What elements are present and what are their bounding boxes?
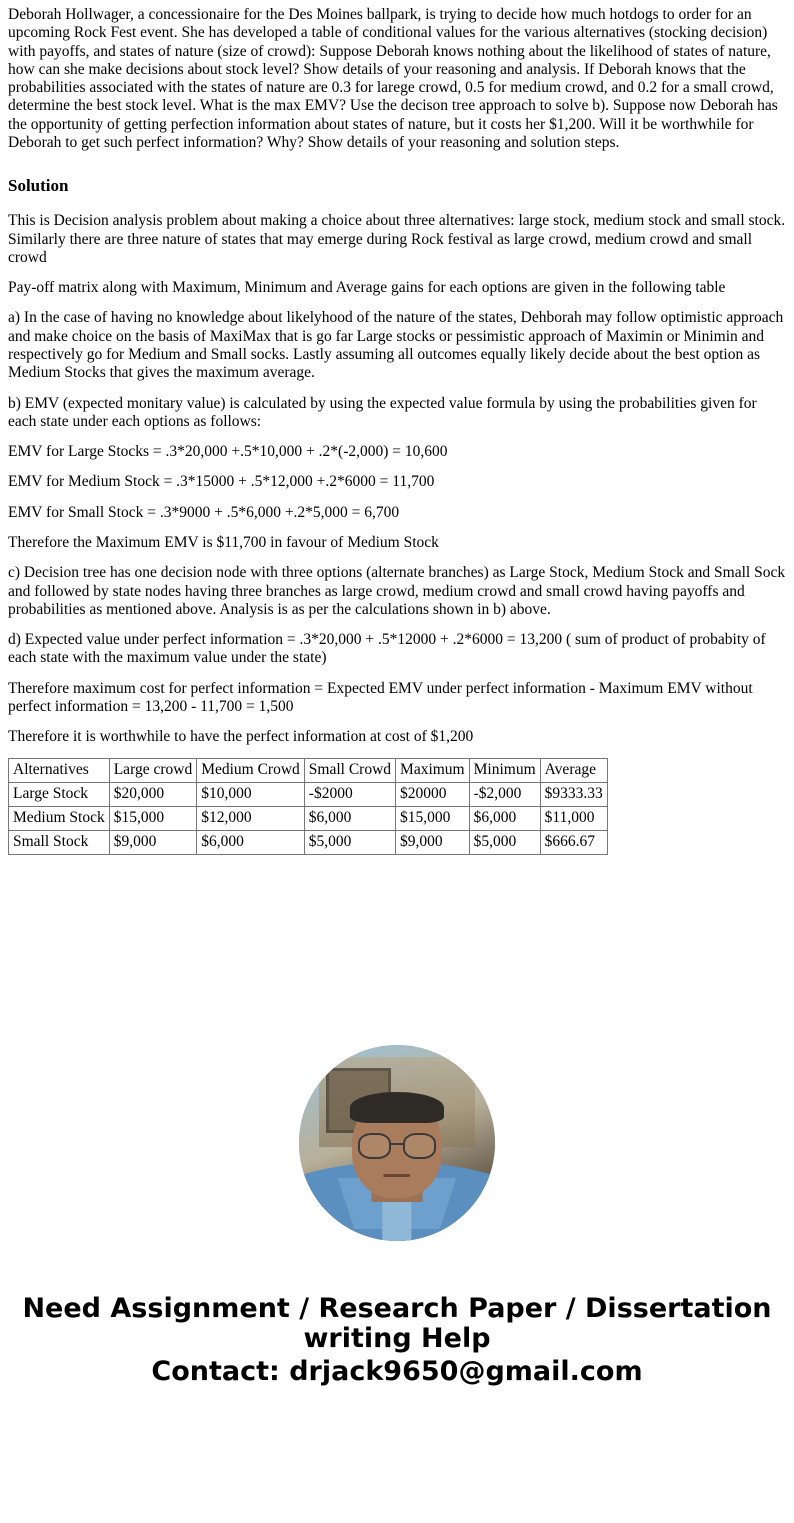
footer-line-1: Need Assignment / Research Paper / Dissertation (22, 1293, 772, 1325)
table-row (9, 830, 608, 854)
table-cell: Small Stock (9, 830, 110, 854)
table-cell: $15,000 (109, 807, 196, 831)
table-cell: -$2,000 (469, 783, 540, 807)
table-cell: $5,000 (469, 830, 540, 854)
table-cell: $9333.33 (540, 783, 607, 807)
table-header-cell: Average (540, 759, 607, 783)
table-header-row (9, 759, 608, 783)
solution-paragraph: Therefore the Maximum EMV is $11,700 in favour of Medium Stock (8, 533, 439, 551)
solution-heading: Solution (8, 176, 69, 196)
vertical-spacer (8, 855, 786, 1025)
footer-line-2: writing Help (303, 1323, 491, 1355)
table-cell: $20000 (396, 783, 470, 807)
table-header-cell: Maximum (396, 759, 470, 783)
table-cell: $20,000 (109, 783, 196, 807)
table-header-cell: Small Crowd (304, 759, 395, 783)
avatar-tie (382, 1198, 411, 1241)
solution-paragraph: Therefore it is worthwhile to have the perfect information at cost of $1,200 (8, 728, 474, 746)
avatar-glasses-bridge (390, 1143, 404, 1145)
table-row (9, 807, 608, 831)
table-cell: $5,000 (304, 830, 395, 854)
table-cell: $9,000 (109, 830, 196, 854)
table-header-cell: Medium Crowd (197, 759, 305, 783)
table-cell: $666.67 (540, 830, 607, 854)
solution-paragraph: Pay-off matrix along with Maximum, Minimum and Average gains for each options are given in the following table (8, 279, 726, 297)
table-header-cell: Minimum (469, 759, 540, 783)
solution-paragraph: This is Decision analysis problem about making a choice about three alternatives: large stock, medium stock and small stock. Similarly there are three nature of states that may emerge during Rock festival as large crowd, medium crowd and small crowd (8, 212, 786, 266)
avatar-glasses-right-icon (403, 1133, 436, 1159)
table-cell: Large Stock (9, 783, 110, 807)
table-cell: $15,000 (396, 807, 470, 831)
solution-paragraph: b) EMV (expected monitary value) is calculated by using the expected value formula by using the probabilities given for each state under each options as follows: (8, 394, 757, 430)
table-cell: $6,000 (197, 830, 305, 854)
table-cell: $12,000 (197, 807, 305, 831)
table-row (9, 783, 608, 807)
question-text: Deborah Hollwager, a concessionaire for the Des Moines ballpark, is trying to decide how much hotdogs to order for an upcoming Rock Fest event. She has developed a table of conditional values for the various alternatives (stocking decision) with payoffs, and states of nature (size of crowd): Suppose Deborah knows nothing about the likelihood of states of nature, how can she make decisions about stock level? Show details of your reasoning and analysis. If Deborah knows that the probabilities associated with the states of nature are 0.3 for laregе crowd, 0.5 for medium crowd, and 0.2 for a small crowd, determine the best stock level. What is the max EMV? Use the decison tree approach to solve b). Suppose now Deborah has the opportunity of getting perfection information about states of nature, but it costs her $1,200. Will it be worthwhile for Deborah to get such perfect information? Why? Show details of your reasoning and solution steps. (8, 6, 778, 151)
solution-paragraph: EMV for Small Stock = .3*9000 + .5*6,000 +.2*5,000 = 6,700 (8, 503, 400, 521)
table-header-cell: Large crowd (109, 759, 196, 783)
solution-paragraph: c) Decision tree has one decision node with three options (alternate branches) as Large Stock, Medium Stock and Small Sock and followed by state nodes having three branches as large crowd, medium crowd and small crowd having payoffs and probabilities as mentioned above. Analysis is as per the calculations shown in b) above. (8, 564, 786, 618)
table-cell: -$2000 (304, 783, 395, 807)
table-cell: $6,000 (304, 807, 395, 831)
solution-paragraph: a) In the case of having no knowledge about likelyhood of the nature of the states, Dehborah may follow optimistic approach and make choice on the basis of MaxiMax that is go far Large stocks or pessimistic approach of Maximin or Minimin and respectively go for Medium and Small socks. Lastly assuming all outcomes equally likely decide about the best option as Medium Stocks that gives the maximum average. (8, 309, 784, 382)
avatar-container (8, 1045, 786, 1246)
table-cell: $6,000 (469, 807, 540, 831)
table-header-cell: Alternatives (9, 759, 110, 783)
table-cell: $11,000 (540, 807, 607, 831)
avatar-hair (350, 1092, 444, 1123)
avatar-glasses-left-icon (358, 1133, 391, 1159)
footer (8, 1294, 786, 1411)
avatar-mouth (383, 1174, 410, 1177)
payoff-table (8, 758, 608, 854)
avatar (299, 1045, 495, 1241)
solution-paragraph: EMV for Medium Stock = .3*15000 + .5*12,000 +.2*6000 = 11,700 (8, 473, 435, 491)
table-cell: $10,000 (197, 783, 305, 807)
solution-paragraph: EMV for Large Stocks = .3*20,000 +.5*10,000 + .2*(-2,000) = 10,600 (8, 443, 448, 461)
solution-paragraph: Therefore maximum cost for perfect information = Expected EMV under perfect information - Maximum EMV without perfect information = 13,200 - 11,700 = 1,500 (8, 679, 753, 715)
solution-paragraph: d) Expected value under perfect information = .3*20,000 + .5*12000 + .2*6000 = 13,200 ( sum of product of probabity of each state with the maximum value under the state) (8, 631, 766, 667)
table-cell: Medium Stock (9, 807, 110, 831)
table-cell: $9,000 (396, 830, 470, 854)
footer-contact: Contact: drjack9650@gmail.com (151, 1355, 643, 1387)
